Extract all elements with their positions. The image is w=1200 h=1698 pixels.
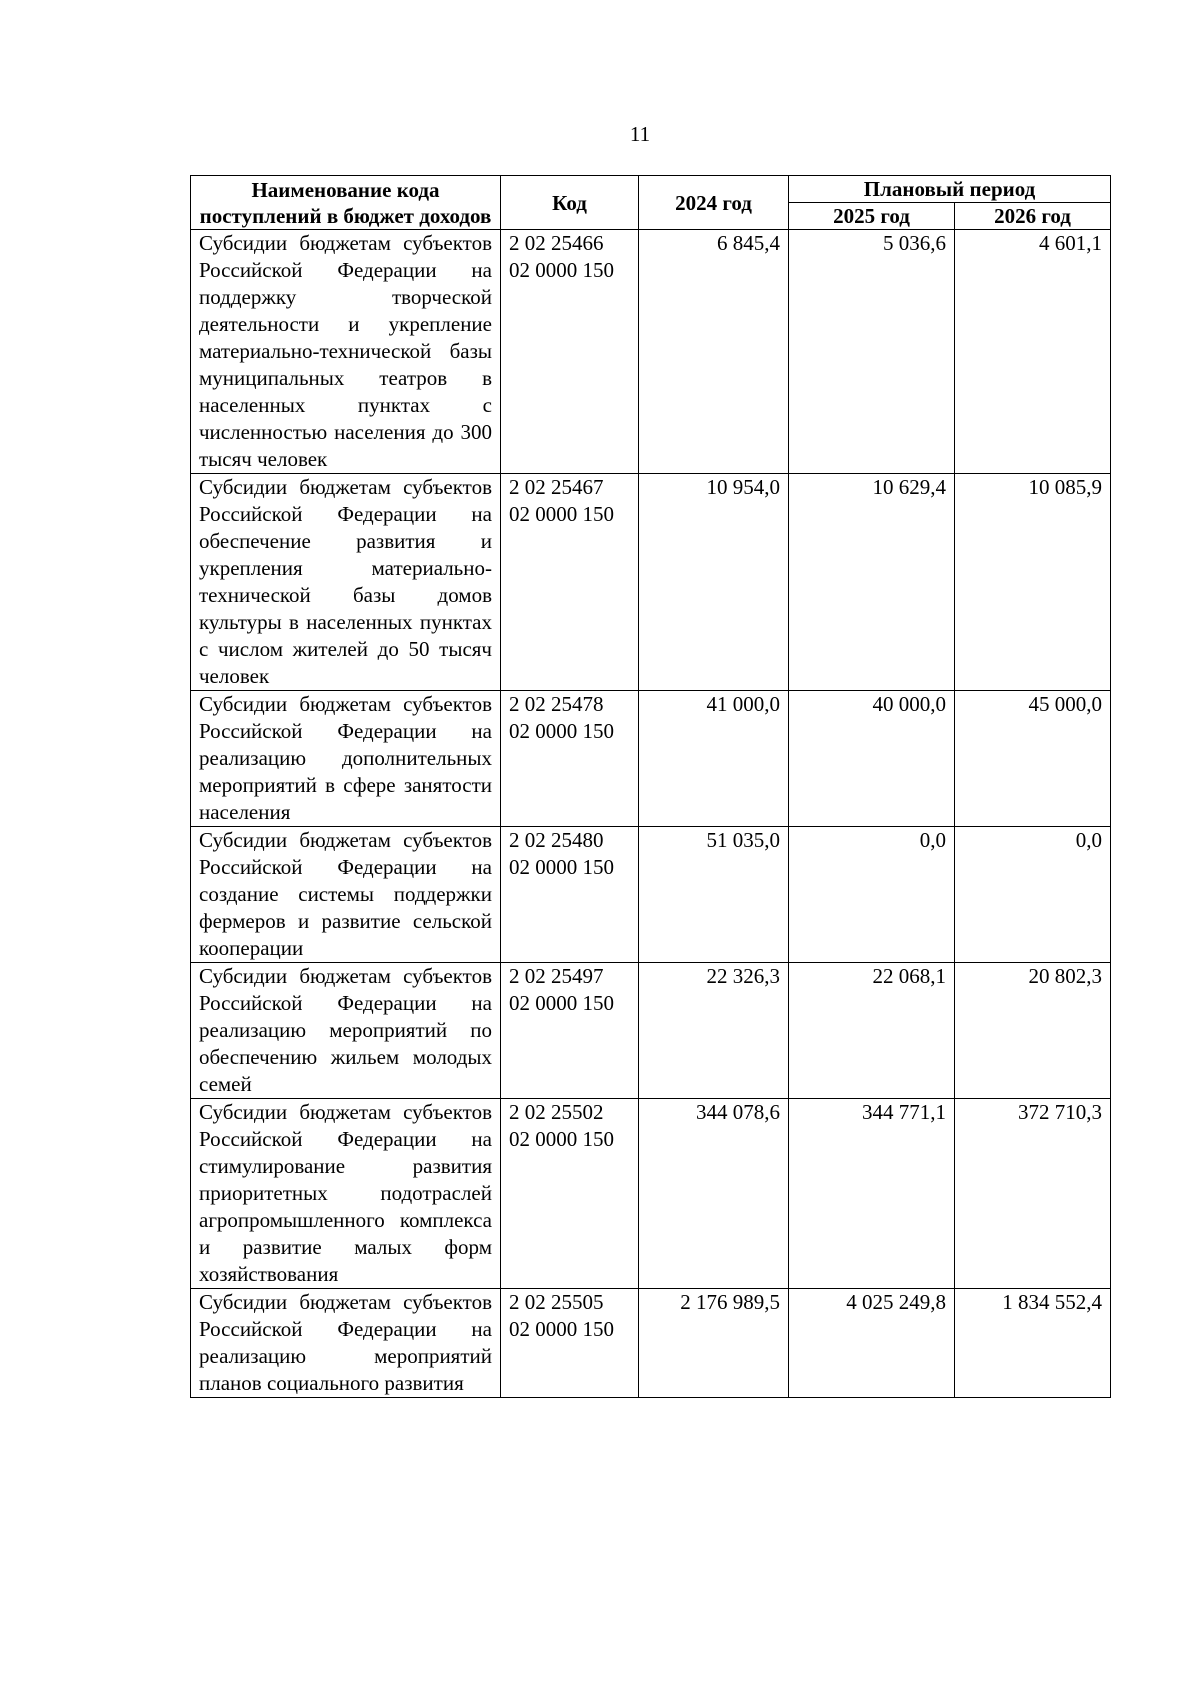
header-2026: 2026 год [955,203,1111,230]
row-code [501,474,639,691]
row-value-2025: 10 629,4 [789,474,955,691]
row-value-2024: 41 000,0 [639,691,789,827]
row-code [501,963,639,1099]
row-code [501,1099,639,1289]
row-value-2024: 51 035,0 [639,827,789,963]
row-code-part1: 2 02 25505 [509,1290,604,1314]
row-code [501,230,639,474]
row-value-2026: 20 802,3 [955,963,1111,1099]
row-name: Субсидии бюджетам субъектов Российской Федерации на поддержку творческой деятельности и укрепление материально-технической базы муниципальных театров в населенных пунктах с численностью населения до 300 тысяч человек [191,230,501,474]
header-2024: 2024 год [639,176,789,230]
row-name: Субсидии бюджетам субъектов Российской Федерации на реализацию мероприятий по обеспечению жильем молодых семей [191,963,501,1099]
header-planned-period: Плановый период [789,176,1111,203]
header-name: Наименование кода поступлений в бюджет доходов [191,176,501,230]
table-row [191,1099,1111,1289]
row-value-2026: 1 834 552,4 [955,1289,1111,1398]
row-value-2024: 344 078,6 [639,1099,789,1289]
row-value-2024: 10 954,0 [639,474,789,691]
row-value-2025: 5 036,6 [789,230,955,474]
row-value-2025: 4 025 249,8 [789,1289,955,1398]
row-code-part1: 2 02 25480 [509,828,604,852]
row-code [501,1289,639,1398]
table-row [191,963,1111,1099]
table-row [191,827,1111,963]
row-value-2025: 344 771,1 [789,1099,955,1289]
row-code-part2: 02 0000 150 [509,258,614,282]
row-code-part2: 02 0000 150 [509,855,614,879]
row-name: Субсидии бюджетам субъектов Российской Федерации на стимулирование развития приоритетных подотраслей агропромышленного комплекса и развитие малых форм хозяйствования [191,1099,501,1289]
row-value-2025: 0,0 [789,827,955,963]
row-value-2024: 2 176 989,5 [639,1289,789,1398]
revenue-table [190,175,1111,1398]
header-2025: 2025 год [789,203,955,230]
row-name: Субсидии бюджетам субъектов Российской Федерации на создание системы поддержки фермеров и развитие сельской кооперации [191,827,501,963]
row-code-part2: 02 0000 150 [509,1127,614,1151]
row-name: Субсидии бюджетам субъектов Российской Федерации на реализацию дополнительных мероприятий в сфере занятости населения [191,691,501,827]
row-code-part1: 2 02 25502 [509,1100,604,1124]
row-value-2025: 40 000,0 [789,691,955,827]
row-code-part2: 02 0000 150 [509,502,614,526]
row-code-part1: 2 02 25466 [509,231,604,255]
row-code-part2: 02 0000 150 [509,719,614,743]
row-code [501,691,639,827]
page-number: 11 [629,122,651,146]
row-value-2026: 10 085,9 [955,474,1111,691]
row-code-part2: 02 0000 150 [509,991,614,1015]
table-row [191,230,1111,474]
row-code-part2: 02 0000 150 [509,1317,614,1341]
row-value-2026: 372 710,3 [955,1099,1111,1289]
row-code-part1: 2 02 25467 [509,475,604,499]
row-code [501,827,639,963]
row-value-2026: 4 601,1 [955,230,1111,474]
row-name: Субсидии бюджетам субъектов Российской Федерации на реализацию мероприятий планов социального развития [191,1289,501,1398]
row-value-2026: 0,0 [955,827,1111,963]
row-value-2025: 22 068,1 [789,963,955,1099]
table-row [191,1289,1111,1398]
row-name: Субсидии бюджетам субъектов Российской Федерации на обеспечение развития и укрепления материально-технической базы домов культуры в населенных пунктах с числом жителей до 50 тысяч человек [191,474,501,691]
row-value-2024: 22 326,3 [639,963,789,1099]
header-code: Код [501,176,639,230]
row-code-part1: 2 02 25478 [509,692,604,716]
row-value-2026: 45 000,0 [955,691,1111,827]
row-code-part1: 2 02 25497 [509,964,604,988]
table-row [191,474,1111,691]
row-value-2024: 6 845,4 [639,230,789,474]
table-row [191,691,1111,827]
